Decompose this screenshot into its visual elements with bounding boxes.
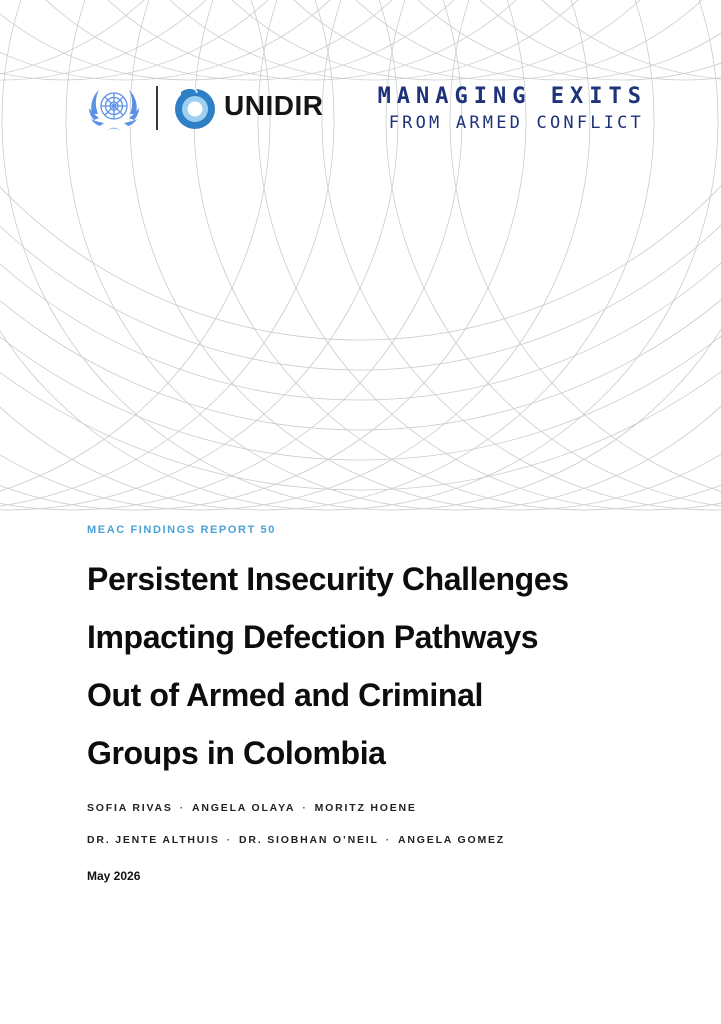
author-separator: · bbox=[226, 834, 232, 846]
program-title-line2: FROM ARMED CONFLICT bbox=[388, 113, 644, 133]
series-label: MEAC FINDINGS REPORT 50 bbox=[87, 524, 276, 536]
program-title bbox=[377, 83, 647, 135]
program-title-line1: MANAGING EXITS bbox=[377, 84, 647, 109]
author-name: DR. SIOBHAN O’NEIL bbox=[239, 834, 379, 846]
report-title-line: Impacting Defection Pathways bbox=[87, 619, 539, 655]
report-title-line: Groups in Colombia bbox=[87, 735, 386, 771]
authors-row-1 bbox=[87, 802, 417, 814]
author-separator: · bbox=[179, 802, 186, 814]
author-separator: · bbox=[385, 834, 392, 846]
unidir-logo-mark bbox=[172, 84, 218, 132]
un-emblem-logo bbox=[86, 84, 142, 134]
publication-date: May 2026 bbox=[87, 869, 141, 883]
author-name: MORITZ HOENE bbox=[314, 802, 417, 814]
author-name: ANGELA GOMEZ bbox=[398, 834, 506, 846]
author-name: DR. JENTE ALTHUIS bbox=[87, 834, 220, 846]
report-title bbox=[87, 550, 687, 782]
logo-divider bbox=[156, 86, 158, 130]
report-title-line: Persistent Insecurity Challenges bbox=[87, 561, 569, 597]
report-title-line: Out of Armed and Criminal bbox=[87, 677, 483, 713]
unidir-wordmark: UNIDIR bbox=[224, 90, 324, 121]
authors-row-2 bbox=[87, 834, 505, 846]
author-separator: · bbox=[302, 802, 308, 814]
author-name: ANGELA OLAYA bbox=[192, 802, 296, 814]
author-name: SOFIA RIVAS bbox=[87, 802, 173, 814]
